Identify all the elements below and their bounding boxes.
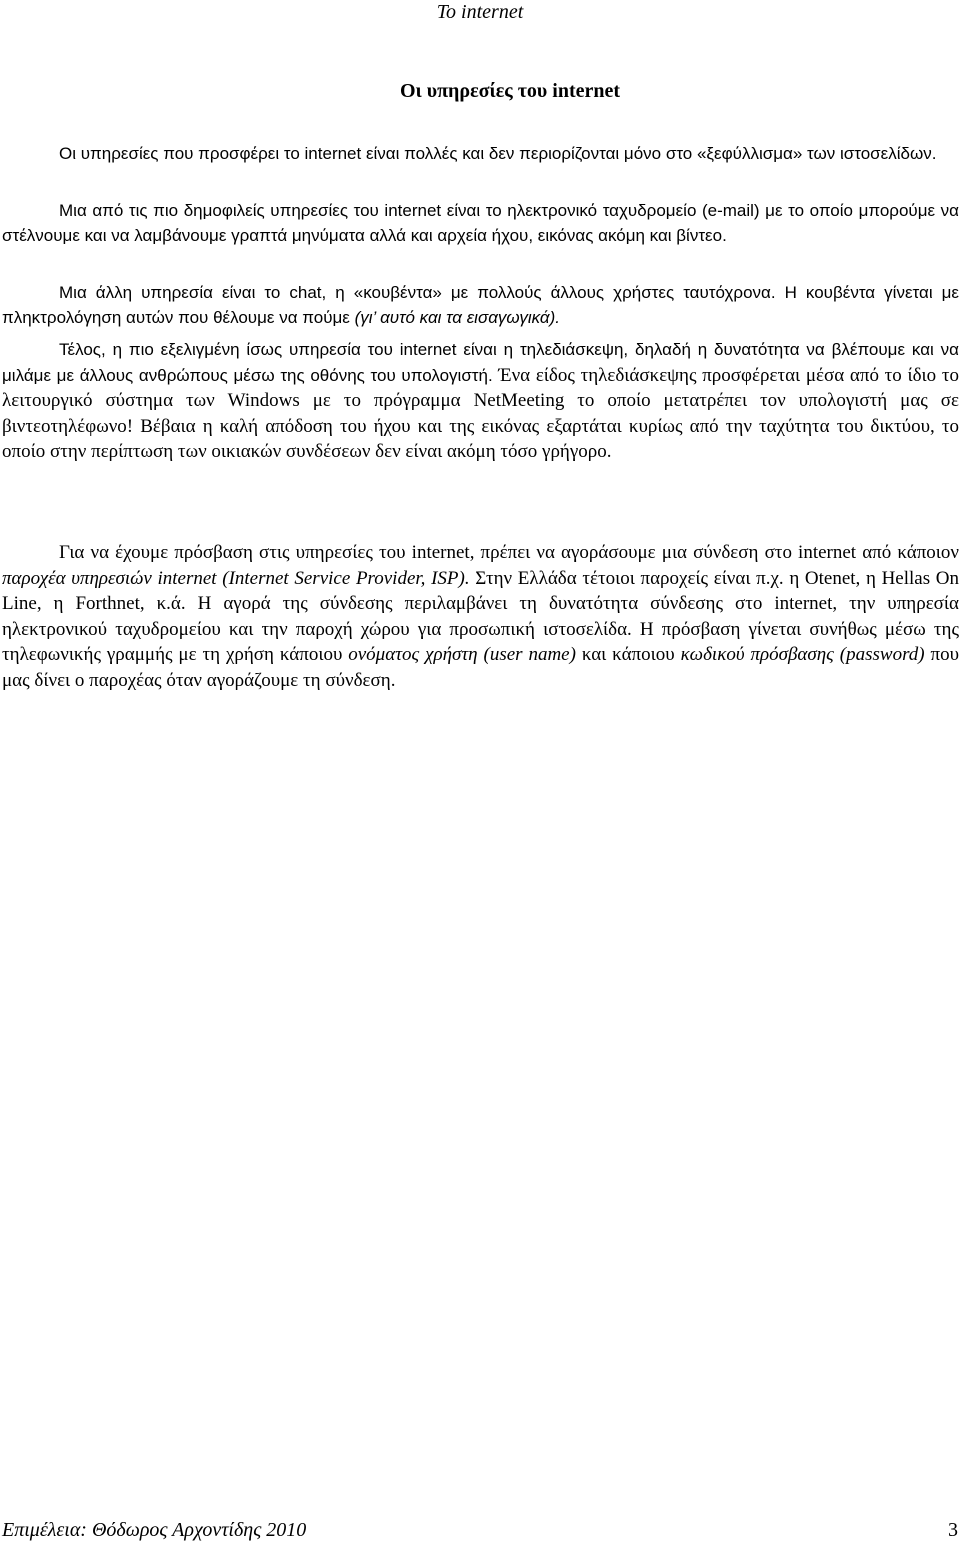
paragraph-chat bbox=[2, 281, 959, 330]
footer-page-number: 3 bbox=[948, 1519, 958, 1541]
running-header: Το internet bbox=[436, 1, 524, 23]
paragraph-isp-password: κωδικού πρόσβασης (password) bbox=[680, 644, 925, 665]
footer-author: Επιμέλεια: Θόδωρος Αρχοντίδης 2010 bbox=[2, 1519, 307, 1541]
paragraph-videoconference bbox=[2, 338, 959, 465]
paragraph-isp-a: Για να έχουμε πρόσβαση στις υπηρεσίες του internet, πρέπει να αγοράσουμε μια σύνδεση στο internet από κάποιον bbox=[59, 542, 959, 563]
paragraph-isp-username: ονόματος χρήστη (user name) bbox=[348, 644, 576, 665]
page-title: Οι υπηρεσίες του internet bbox=[399, 80, 621, 102]
paragraph-chat-italic: (γι’ αυτό και τα εισαγωγικά). bbox=[354, 307, 560, 327]
paragraph-email: Μια από τις πιο δημοφιλείς υπηρεσίες του internet είναι το ηλεκτρονικό ταχυδρομείο (e-mail) με το οποίο μπορούμε να στέλνουμε και να λαμβάνουμε γραπτά μηνύματα αλλά και αρχεία ήχου, εικόνας ακόμη και βίντεο. bbox=[2, 201, 959, 245]
paragraph-isp-e: και κάποιου bbox=[575, 644, 681, 665]
paragraph-isp-c: Στην Ελλάδα τέτοιοι παροχείς είναι π.χ. η Otenet, η Hellas On Line, η Forthnet, κ.ά. Η αγορά της σύνδεσης περιλαμβάνει τη δυνατότητα σύνδεσης στο internet, την υπηρεσία ηλεκτρονικού ταχυδρομείου και την παροχή χώρου για προσωπική ιστοσελίδα. Η πρόσβαση γίνεται συνήθως μέσω της τηλεφωνικής γραμμής με τη χρήση κάποιου bbox=[2, 567, 959, 665]
paragraph-videoconference-serif: Ένα είδος τηλεδιάσκεψης προσφέρεται μέσα από το ίδιο το λειτουργικό σύστημα των Windows με το πρόγραμμα NetMeeting το οποίο μετατρέπει τον υπολογιστή μας σε βιντεοτηλέφωνο! Βέβαια η καλή απόδοση του ήχου και της εικόνας εξαρτάται κυρίως από την ταχύτητα του δικτύου, το οποίο στην περίπτωση των οικιακών συνδέσεων δεν είναι ακόμη τόσο γρήγορο. bbox=[2, 364, 959, 462]
paragraph-isp bbox=[2, 540, 959, 693]
paragraph-chat-text: Μια άλλη υπηρεσία είναι το chat, η «κουβέντα» με πολλούς άλλους χρήστες ταυτόχρονα. Η κουβέντα γίνεται με πληκτρολόγηση αυτών που θέλουμε να πούμε bbox=[2, 283, 959, 327]
paragraph-videoconference-sans: Τέλος, η πιο εξελιγμένη ίσως υπηρεσία του internet είναι η τηλεδιάσκεψη, δηλαδή η δυνατότητα να βλέπουμε και να μιλάμε με άλλους ανθρώπους μέσω της οθόνης του υπολογιστή. bbox=[2, 340, 959, 385]
paragraph-intro: Οι υπηρεσίες που προσφέρει το internet είναι πολλές και δεν περιορίζονται μόνο στο «ξεφύλλισμα» των ιστοσελίδων. bbox=[59, 144, 937, 163]
paragraph-isp-g: που μας δίνει ο παροχέας όταν αγοράζουμε τη σύνδεση. bbox=[2, 644, 960, 691]
paragraph-isp-provider: παροχέα υπηρεσιών internet (Internet Service Provider, ISP). bbox=[2, 567, 470, 589]
